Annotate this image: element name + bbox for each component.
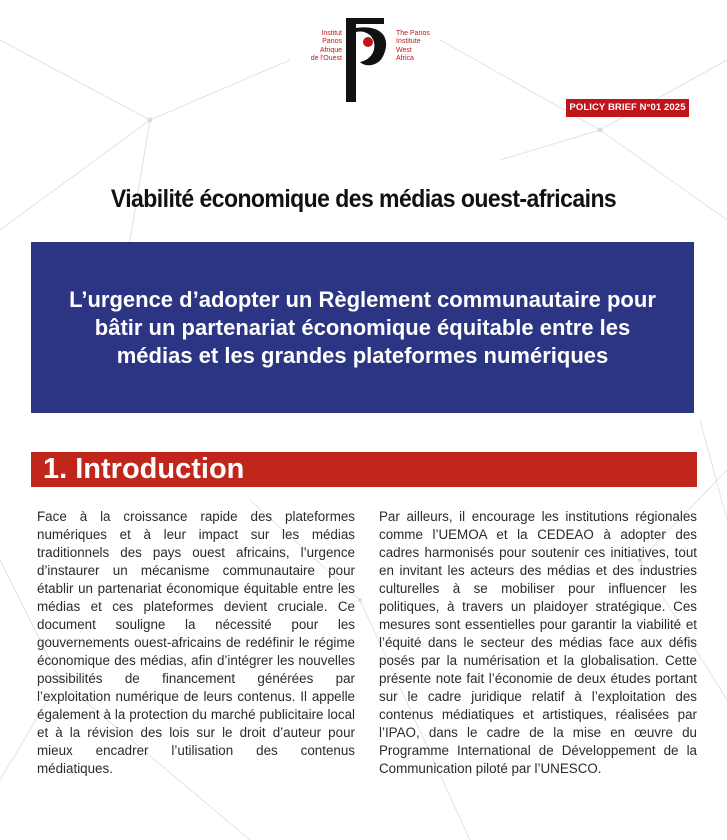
paragraph-right: Par ailleurs, il encourage les institutions régionales comme l’UEMOA et la CEDEAO à adopter des cadres harmonisés pour soutenir ces initiatives, tout en invitant les acteurs des médias et des industries culturelles à se mobiliser pour influencer les politiques, à travers un plaidoyer stratégique. Ces mesures sont essentielles pour garantir la viabilité et l’équité dans le secteur des médias face aux défis posés par la numérisation et la globalisation. Cette présente note fait l’économie de deux études portant sur le cadre juridique relatif à l’exploitation des contenus médiatiques et artistiques, réalisées par l’IPAO, dans le cadre de la mise en œuvre du Programme International de Développement de la Communication piloté par l’UNESCO. [379,509,697,776]
logo-left-line-1: Institut [321,30,342,37]
text-column-left [37,508,355,778]
subtitle-text: L’urgence d’adopter un Règlement communautaire pour bâtir un partenariat économique équitable entre les médias et les grandes plateformes numériques [69,286,656,368]
logo-text-french [311,30,342,64]
panos-p-logo-icon [346,18,392,102]
logo-right-line-1: The Panos [396,30,430,37]
text-column-right [379,508,697,778]
logo-left-line-2: Panos [322,38,342,46]
logo-right-line-4: Africa [396,55,414,63]
logo-left-line-3: Afrique [319,46,342,54]
logo-text-english [396,30,430,64]
logo-left-line-4: de l'Ouest [310,55,342,63]
section-title: 1. Introduction [43,453,245,485]
paragraph-left: Face à la croissance rapide des plateformes numériques et à leur impact sur les médias traditionnels des pays ouest africains, l’urgence d’instaurer un mécanisme communautaire pour établir un partenariat économique équitable entre les médias et ces plateformes devient cruciale. Ce document souligne la nécessité pour les gouvernements ouest-africains de redéfinir le régime économique des médias, afin d’intégrer les nouvelles possibilités de financement générées par l’exploitation numérique de leurs contenus. Il appelle également à la protection du marché publicitaire local et à la révision des lois sur le droit d’auteur pour mieux encadrer l’utilisation des contenus médiatiques. [37,509,355,776]
subtitle-banner [31,242,694,413]
section-heading-bar [31,452,697,487]
policy-brief-badge: POLICY BRIEF N°01 2025 [566,99,689,117]
panos-logo [300,18,430,102]
logo-right-line-3: West [396,46,412,54]
logo-right-line-2: Institute [396,38,421,46]
page-title: Viabilité économique des médias ouest-africains [110,185,617,213]
